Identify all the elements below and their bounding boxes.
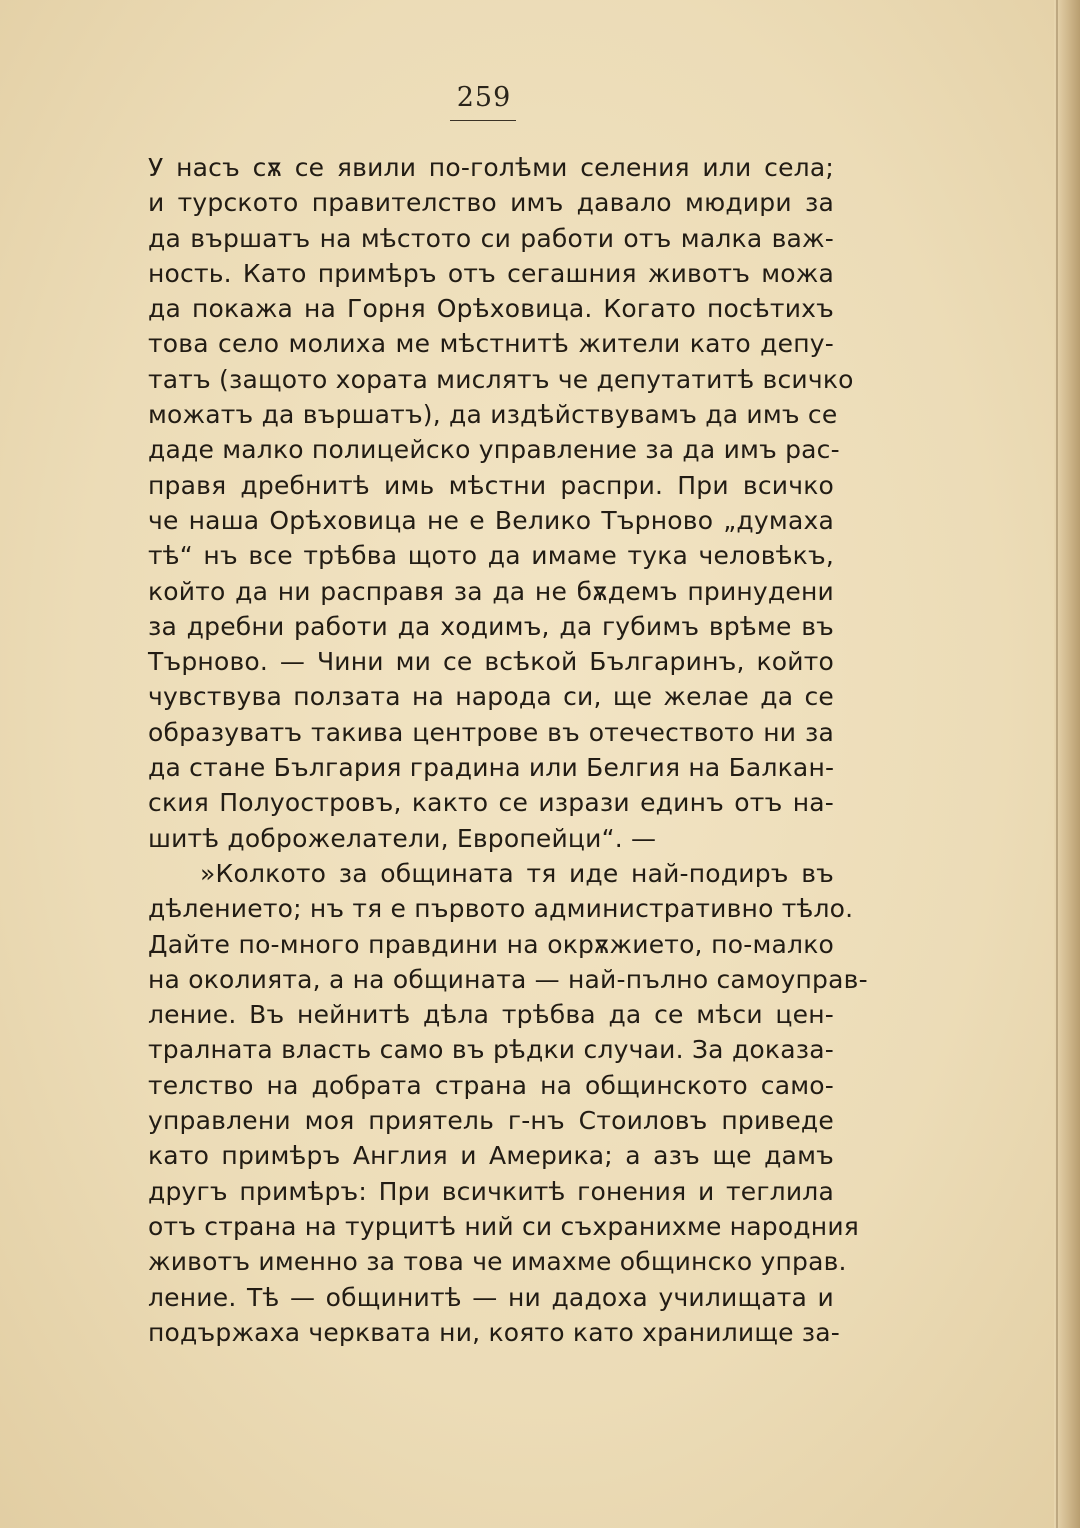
text-line: ския Полуостровъ, както се изрази единъ отъ на- [148,788,834,818]
text-line: на околията, а на общината — най-пълно самоуправ- [148,964,868,994]
text-line: можатъ да вършатъ), да издѣйствувамъ да имъ се [148,400,838,430]
text-line: татъ (защото хората мислятъ че депутатитѣ всичко [148,364,854,394]
text-line: и турското правителство имъ давало мюдири за [148,188,834,218]
page-number-rule [450,120,516,121]
text-line: животъ именно за това че имахме общинско управ. [148,1247,847,1277]
text-line: да покажа на Горня Орѣховица. Когато посѣтихъ [148,294,834,324]
text-line: образуватъ такива центрове въ отечеството ни за [148,717,834,747]
text-line: ление. Тѣ — общинитѣ — ни дадоха училищата и [148,1282,834,1312]
text-line: който да ни расправя за да не бѫдемъ принудени [148,576,834,606]
text-line: като примѣръ Англия и Америка; а азъ ще дамъ [148,1141,834,1171]
text-line: правя дребнитѣ имь мѣстни распри. При всичко [148,470,834,500]
text-line: отъ страна на турцитѣ ний си съхранихме народния [148,1211,860,1241]
paragraph-start-line: »Колкото за общината тя иде най-подиръ въ [200,858,834,888]
text-line: другъ примѣръ: При всичкитѣ гонения и теглила [148,1176,834,1206]
text-line: У насъ сѫ се явили по-голѣми селения или села; [148,153,834,182]
text-line: телство на добрата страна на общинското само- [148,1070,834,1100]
text-line: да стане България градина или Белгия на Балкан- [148,753,835,783]
page-edge-line [1056,0,1058,1528]
text-line: да вършатъ на мѣстото си работи отъ малка важ- [148,223,834,253]
text-line: ление. Въ нейнитѣ дѣла трѣбва да се мѣси цен- [148,1000,834,1030]
text-line: Дайте по-много правдини на окрѫжието, по-малко [148,929,834,959]
text-line: дѣлението; нъ тя е първото административно тѣло. [148,894,854,924]
text-line: тѣ“ нъ все трѣбва щото да имаме тука человѣкъ, [148,541,834,571]
text-line: за дребни работи да ходимъ, да губимъ врѣме въ [148,611,834,641]
text-line: Търново. — Чини ми се всѣкой Българинъ, който [148,647,834,677]
text-line: подържаха черквата ни, която като хранилище за- [148,1317,841,1347]
paragraph-end-line: шитѣ доброжелатели, Европейци“. — [148,823,657,853]
text-line: ность. Като примѣръ отъ сегашния животъ можа [148,258,834,288]
text-line: тралната власть само въ рѣдки случаи. За доказа- [148,1035,834,1065]
body-text [148,150,868,1350]
text-line: управлени моя приятель г-нъ Стоиловъ приведе [148,1106,834,1136]
text-line: даде малко полицейско управление за да имъ рас- [148,435,840,465]
page-number: 259 [456,82,512,113]
text-line: че наша Орѣховица не е Велико Търново „думаха [148,505,834,535]
text-line: това село молиха ме мѣстнитѣ жители като депу- [148,329,834,359]
text-line: чувствува ползата на народа си, ще желае да се [148,682,834,712]
